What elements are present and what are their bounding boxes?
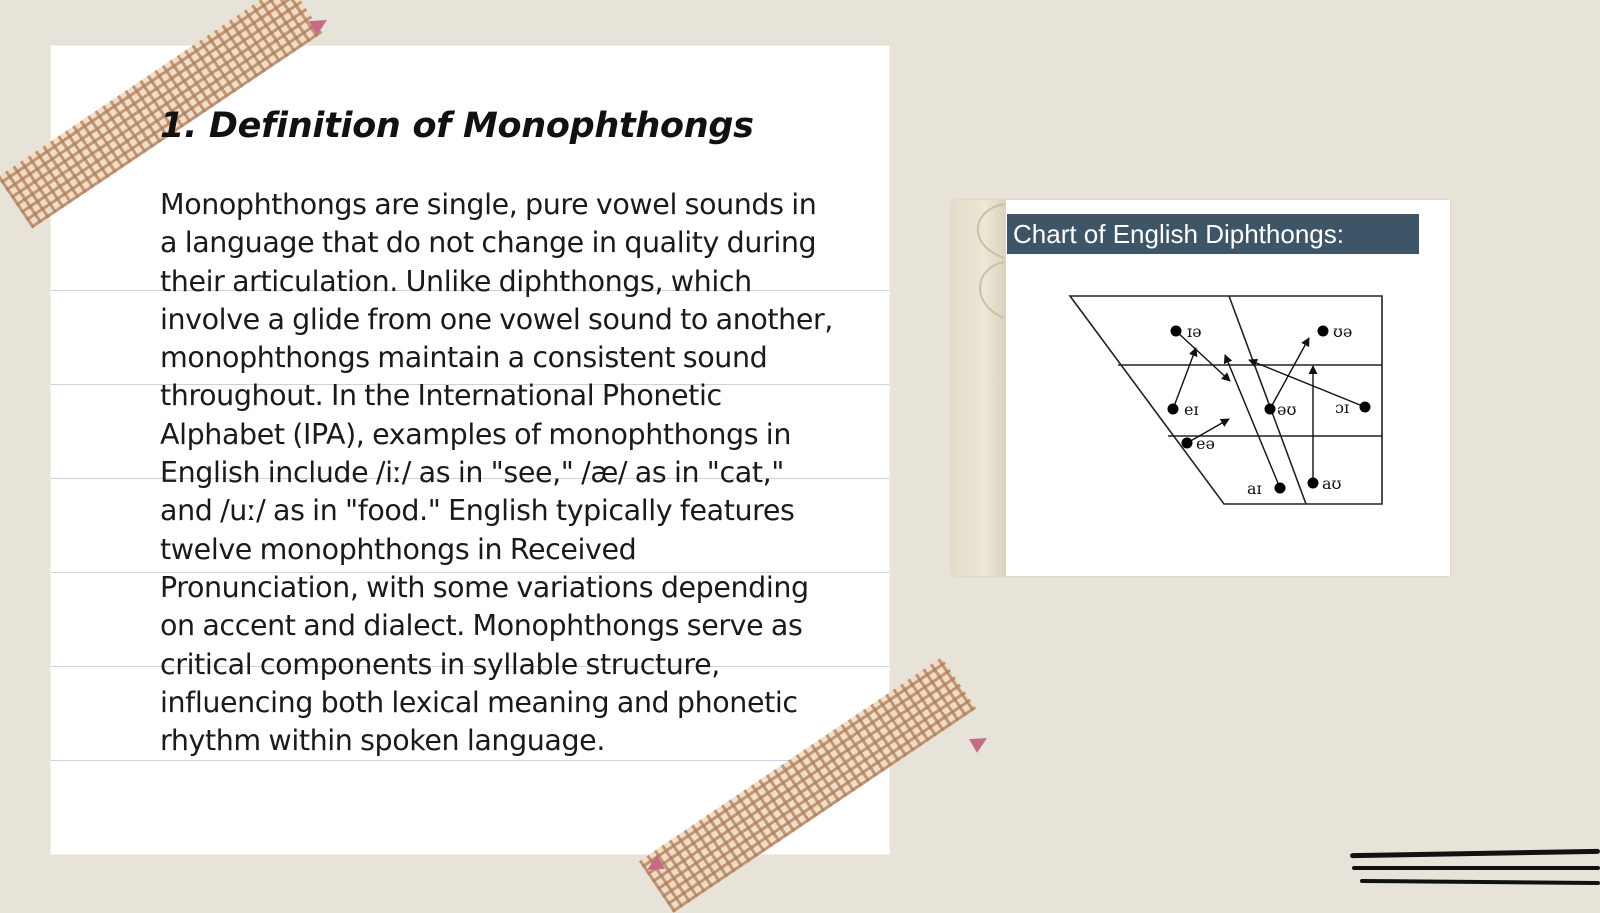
- vowel-dot-au-o: [1265, 404, 1276, 415]
- vowel-dot-oi: [1360, 402, 1371, 413]
- vowel-dot-ia: [1171, 326, 1182, 337]
- diphthong-chart-figure: [952, 200, 1450, 576]
- arrow-au-o: [1270, 338, 1309, 409]
- tape-tip: [969, 731, 991, 753]
- vowel-dot-ai: [1275, 483, 1286, 494]
- vowel-dot-ua: [1318, 326, 1329, 337]
- symbol-ei: eɪ: [1184, 400, 1199, 419]
- slide-body-text: Monophthongs are single, pure vowel sounds in a language that do not change in quality during their articulation. Unlike diphthongs, which involve a glide from one vowel sound to another, monophthongs maintain a consistent sound throughout. In the International Phonetic Alphabet (IPA), examples of monophthongs in English include /iː/ as in "see," /æ/ as in "cat," and /uː/ as in "food." English typically features twelve monophthongs in Received Pronunciation, with some variations depending on accent and dialect. Monophthongs serve as critical components in syllable structure, influencing both lexical meaning and phonetic rhythm within spoken language.: [160, 188, 833, 758]
- symbol-ai: aɪ: [1247, 479, 1262, 498]
- symbol-ua: ʊə: [1333, 322, 1353, 341]
- symbol-au-o: əʊ: [1277, 400, 1297, 419]
- symbol-oi: ɔɪ: [1335, 398, 1350, 417]
- arrow-ia: [1176, 331, 1230, 381]
- symbol-au: aʊ: [1322, 474, 1342, 493]
- decorative-stroke: [1360, 879, 1600, 885]
- decorative-stroke: [1350, 849, 1600, 858]
- symbol-ia: ɪə: [1187, 322, 1202, 341]
- vowel-dot-ea: [1182, 438, 1193, 449]
- chart-title: Chart of English Diphthongs:: [1007, 214, 1419, 254]
- arrow-ai: [1225, 355, 1280, 488]
- decorative-stroke: [1352, 866, 1600, 870]
- slide-heading: 1. Definition of Monophthongs: [160, 106, 754, 146]
- symbol-ea: eə: [1196, 434, 1215, 453]
- vowel-trapezoid-diagram: [952, 200, 1450, 576]
- vowel-dot-ei: [1168, 404, 1179, 415]
- vowel-dot-au: [1308, 478, 1319, 489]
